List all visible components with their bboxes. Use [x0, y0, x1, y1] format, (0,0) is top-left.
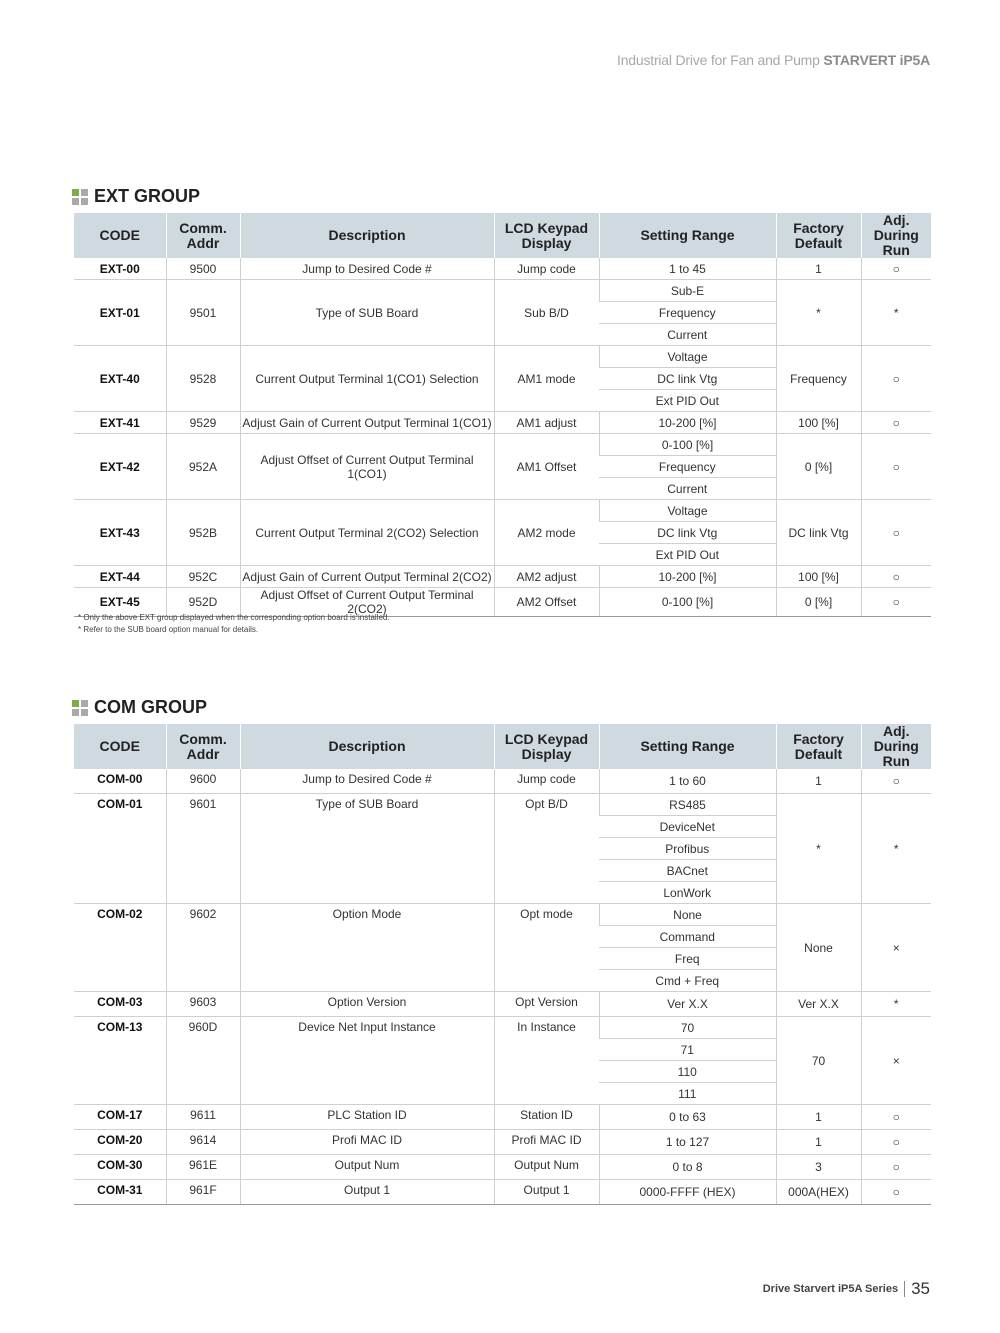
header-brand: STARVERT iP5A	[823, 52, 930, 68]
cell-description: Current Output Terminal 2(CO2) Selection	[240, 500, 494, 566]
cell-addr: 952B	[166, 500, 240, 566]
cell-adj: ×	[861, 904, 931, 992]
cell-adj: ○	[861, 434, 931, 500]
cell-range: DC link Vtg	[599, 368, 776, 390]
cell-adj: ○	[861, 566, 931, 588]
cell-description: Jump to Desired Code #	[240, 769, 494, 794]
cell-addr: 9528	[166, 346, 240, 412]
cell-factory: 1	[776, 258, 861, 280]
cell-adj: ○	[861, 1155, 931, 1180]
header-setting-range: Setting Range	[599, 213, 776, 258]
cell-adj: ○	[861, 769, 931, 794]
cell-range: Cmd + Freq	[599, 970, 776, 992]
cell-factory: 1	[776, 1105, 861, 1130]
cell-range: None	[599, 904, 776, 926]
header-code: CODE	[74, 724, 166, 769]
cell-lcd: Station ID	[494, 1105, 599, 1130]
cell-lcd: Output 1	[494, 1180, 599, 1205]
cell-addr: 9602	[166, 904, 240, 992]
page-footer	[763, 1279, 930, 1299]
header-comm-addr: Comm. Addr	[166, 724, 240, 769]
cell-description: Output Num	[240, 1155, 494, 1180]
cell-range: 110	[599, 1061, 776, 1083]
cell-adj: ○	[861, 1130, 931, 1155]
cell-range: Command	[599, 926, 776, 948]
cell-description: PLC Station ID	[240, 1105, 494, 1130]
cell-code: COM-30	[74, 1155, 166, 1180]
cell-range: 0000-FFFF (HEX)	[599, 1180, 776, 1205]
cell-range: Sub-E	[599, 280, 776, 302]
header-adj-during-run: Adj. During Run	[861, 724, 931, 769]
table-row	[74, 1017, 931, 1039]
cell-range: Profibus	[599, 838, 776, 860]
cell-code: EXT-41	[74, 412, 166, 434]
header-lcd-display: LCD Keypad Display	[494, 724, 599, 769]
cell-lcd: Jump code	[494, 258, 599, 280]
ext-group-table	[74, 213, 931, 617]
ext-notes	[78, 612, 390, 636]
cell-factory: 000A(HEX)	[776, 1180, 861, 1205]
cell-adj: ○	[861, 412, 931, 434]
table-row	[74, 346, 931, 368]
ext-group-title-text: EXT GROUP	[94, 186, 201, 206]
header-description: Description	[240, 213, 494, 258]
ext-note-2: * Refer to the SUB board option manual for details.	[78, 625, 259, 634]
cell-range: 1 to 45	[599, 258, 776, 280]
cell-addr: 9501	[166, 280, 240, 346]
cell-adj: ○	[861, 1180, 931, 1205]
cell-lcd: Opt Version	[494, 992, 599, 1017]
com-group-title-text: COM GROUP	[94, 697, 208, 717]
table-header-row	[74, 213, 931, 258]
cell-lcd: AM2 mode	[494, 500, 599, 566]
cell-lcd: AM1 Offset	[494, 434, 599, 500]
footer-divider	[904, 1281, 905, 1297]
ext-group-title	[72, 186, 200, 207]
cell-adj: *	[861, 992, 931, 1017]
cell-range: Voltage	[599, 346, 776, 368]
cell-range: Ext PID Out	[599, 390, 776, 412]
table-row	[74, 992, 931, 1017]
cell-addr: 9614	[166, 1130, 240, 1155]
cell-range: 10-200 [%]	[599, 566, 776, 588]
table-row	[74, 1130, 931, 1155]
cell-factory: DC link Vtg	[776, 500, 861, 566]
table-row	[74, 412, 931, 434]
com-group-title	[72, 697, 207, 718]
cell-adj: ×	[861, 1017, 931, 1105]
cell-addr: 9603	[166, 992, 240, 1017]
table-header-row	[74, 724, 931, 769]
cell-range: DeviceNet	[599, 816, 776, 838]
header-setting-range: Setting Range	[599, 724, 776, 769]
header-factory-default: Factory Default	[776, 213, 861, 258]
cell-range: Current	[599, 478, 776, 500]
cell-factory: 70	[776, 1017, 861, 1105]
cell-description: Output 1	[240, 1180, 494, 1205]
cell-code: EXT-43	[74, 500, 166, 566]
cell-factory: Ver X.X	[776, 992, 861, 1017]
table-row	[74, 1155, 931, 1180]
cell-description: Option Version	[240, 992, 494, 1017]
cell-code: COM-01	[74, 794, 166, 904]
table-row	[74, 1180, 931, 1205]
cell-description: Adjust Offset of Current Output Terminal 1(CO1)	[240, 434, 494, 500]
cell-code: COM-20	[74, 1130, 166, 1155]
cell-code: COM-13	[74, 1017, 166, 1105]
table-row	[74, 500, 931, 522]
grid-bullet-icon	[72, 189, 88, 205]
table-row	[74, 794, 931, 816]
cell-range: DC link Vtg	[599, 522, 776, 544]
cell-adj: *	[861, 280, 931, 346]
cell-factory: 1	[776, 769, 861, 794]
cell-range: Current	[599, 324, 776, 346]
cell-range: Ext PID Out	[599, 544, 776, 566]
cell-addr: 9600	[166, 769, 240, 794]
cell-range: BACnet	[599, 860, 776, 882]
cell-lcd: Profi MAC ID	[494, 1130, 599, 1155]
cell-code: COM-17	[74, 1105, 166, 1130]
cell-factory: None	[776, 904, 861, 992]
cell-range: 0-100 [%]	[599, 588, 776, 617]
cell-lcd: In Instance	[494, 1017, 599, 1105]
cell-description: Current Output Terminal 1(CO1) Selection	[240, 346, 494, 412]
cell-code: COM-03	[74, 992, 166, 1017]
com-group-table	[74, 724, 931, 1205]
cell-addr: 9500	[166, 258, 240, 280]
cell-factory: 0 [%]	[776, 588, 861, 617]
ext-note-1: * Only the above EXT group displayed when the corresponding option board is installed.	[78, 613, 390, 622]
cell-range: Ver X.X	[599, 992, 776, 1017]
table-row	[74, 434, 931, 456]
cell-code: EXT-01	[74, 280, 166, 346]
table-row	[74, 280, 931, 302]
cell-adj: ○	[861, 500, 931, 566]
cell-addr: 961F	[166, 1180, 240, 1205]
cell-code: EXT-40	[74, 346, 166, 412]
cell-description: Adjust Offset of Current Output Terminal 2(CO2)	[240, 588, 494, 617]
cell-addr: 961E	[166, 1155, 240, 1180]
cell-code: EXT-45	[74, 588, 166, 617]
cell-code: EXT-42	[74, 434, 166, 500]
cell-adj: *	[861, 794, 931, 904]
cell-addr: 9611	[166, 1105, 240, 1130]
cell-range: 111	[599, 1083, 776, 1105]
cell-range: 0 to 63	[599, 1105, 776, 1130]
cell-addr: 960D	[166, 1017, 240, 1105]
table-row	[74, 904, 931, 926]
cell-lcd: AM1 mode	[494, 346, 599, 412]
cell-code: COM-02	[74, 904, 166, 992]
cell-addr: 952C	[166, 566, 240, 588]
table-row	[74, 566, 931, 588]
cell-factory: *	[776, 794, 861, 904]
header-factory-default: Factory Default	[776, 724, 861, 769]
page-number: 35	[911, 1279, 930, 1298]
cell-description: Jump to Desired Code #	[240, 258, 494, 280]
cell-code: EXT-00	[74, 258, 166, 280]
header-lcd-display: LCD Keypad Display	[494, 213, 599, 258]
cell-description: Device Net Input Instance	[240, 1017, 494, 1105]
cell-factory: 100 [%]	[776, 566, 861, 588]
cell-lcd: Sub B/D	[494, 280, 599, 346]
table-row	[74, 769, 931, 794]
cell-range: 1 to 60	[599, 769, 776, 794]
cell-range: 1 to 127	[599, 1130, 776, 1155]
cell-range: 71	[599, 1039, 776, 1061]
cell-factory: 1	[776, 1130, 861, 1155]
cell-range: Frequency	[599, 456, 776, 478]
cell-adj: ○	[861, 346, 931, 412]
cell-description: Adjust Gain of Current Output Terminal 1(CO1)	[240, 412, 494, 434]
cell-range: LonWork	[599, 882, 776, 904]
cell-description: Type of SUB Board	[240, 794, 494, 904]
grid-bullet-icon	[72, 700, 88, 716]
cell-lcd: AM2 adjust	[494, 566, 599, 588]
cell-lcd: Output Num	[494, 1155, 599, 1180]
table-row	[74, 1105, 931, 1130]
cell-description: Adjust Gain of Current Output Terminal 2(CO2)	[240, 566, 494, 588]
cell-code: COM-00	[74, 769, 166, 794]
cell-range: RS485	[599, 794, 776, 816]
cell-lcd: Opt B/D	[494, 794, 599, 904]
header-adj-during-run: Adj. During Run	[861, 213, 931, 258]
cell-range: Freq	[599, 948, 776, 970]
cell-adj: ○	[861, 1105, 931, 1130]
cell-addr: 9601	[166, 794, 240, 904]
footer-series: Drive Starvert iP5A Series	[762, 1283, 899, 1295]
cell-adj: ○	[861, 588, 931, 617]
cell-description: Type of SUB Board	[240, 280, 494, 346]
cell-factory: Frequency	[776, 346, 861, 412]
cell-code: EXT-44	[74, 566, 166, 588]
header-description: Description	[240, 724, 494, 769]
header-prefix: Industrial Drive for Fan and Pump	[617, 52, 820, 68]
cell-code: COM-31	[74, 1180, 166, 1205]
cell-range: Voltage	[599, 500, 776, 522]
cell-factory: 100 [%]	[776, 412, 861, 434]
cell-description: Option Mode	[240, 904, 494, 992]
cell-factory: 3	[776, 1155, 861, 1180]
cell-factory: 0 [%]	[776, 434, 861, 500]
cell-range: 0-100 [%]	[599, 434, 776, 456]
page-header	[617, 52, 930, 68]
cell-addr: 952D	[166, 588, 240, 617]
header-code: CODE	[74, 213, 166, 258]
cell-lcd: AM1 adjust	[494, 412, 599, 434]
cell-addr: 9529	[166, 412, 240, 434]
cell-range: 10-200 [%]	[599, 412, 776, 434]
cell-range: Frequency	[599, 302, 776, 324]
cell-description: Profi MAC ID	[240, 1130, 494, 1155]
cell-range: 70	[599, 1017, 776, 1039]
cell-factory: *	[776, 280, 861, 346]
cell-lcd: AM2 Offset	[494, 588, 599, 617]
cell-adj: ○	[861, 258, 931, 280]
cell-addr: 952A	[166, 434, 240, 500]
table-row	[74, 258, 931, 280]
cell-range: 0 to 8	[599, 1155, 776, 1180]
header-comm-addr: Comm. Addr	[166, 213, 240, 258]
cell-lcd: Jump code	[494, 769, 599, 794]
cell-lcd: Opt mode	[494, 904, 599, 992]
